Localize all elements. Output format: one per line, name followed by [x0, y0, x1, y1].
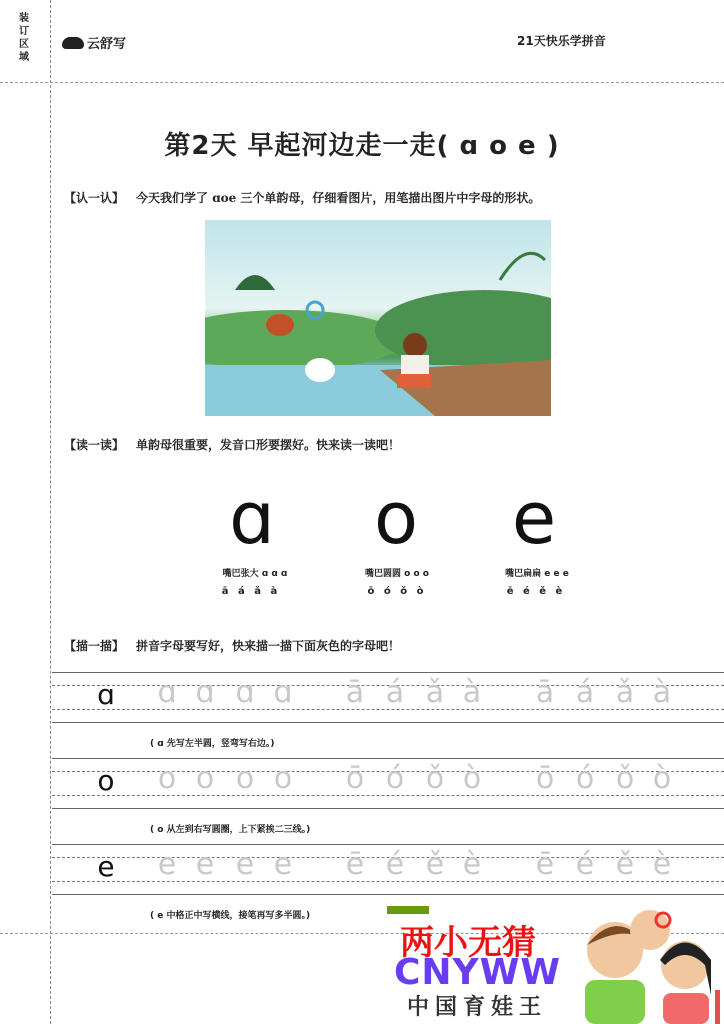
trace-letter[interactable]: o [195, 761, 215, 796]
stroke-hint: ( ɑ 先写左半圆，竖弯写右边。) [150, 739, 275, 749]
trace-letter[interactable]: e [157, 847, 177, 882]
trace-letter[interactable]: è [652, 847, 672, 882]
trace-letter[interactable]: e [195, 847, 215, 882]
mouth-label-e: 嘴巴扁扁 e e e [505, 569, 569, 579]
binding-area-label: 装订区域 [19, 13, 29, 63]
trace-letter[interactable]: e [235, 847, 255, 882]
trace-letter[interactable]: ò [652, 761, 672, 796]
trace-letter[interactable]: ɑ [195, 675, 215, 710]
section-label: 【读一读】 [64, 438, 125, 452]
stroke-hint: ( o 从左到右写圆圈，上下紧挨二三线。) [150, 825, 311, 835]
stroke-hint: ( e 中格正中写横线，接笔再写多半圆。) [150, 911, 311, 921]
big-letter-a: ɑ [229, 476, 275, 560]
writing-line-top [52, 672, 724, 673]
trace-letter[interactable]: ō [345, 761, 365, 796]
section-label: 【认一认】 [64, 191, 125, 205]
trace-letter[interactable]: è [462, 847, 482, 882]
big-letter-o: o [373, 476, 419, 560]
section-label: 【描一描】 [64, 639, 125, 653]
watermark-line3: 中国育娃王 [407, 995, 548, 1020]
trace-letter[interactable]: ē [535, 847, 555, 882]
trace-letter[interactable]: ǒ [425, 761, 445, 796]
page-title: 第2天 早起河边走一走( ɑ o e ) [164, 131, 560, 161]
trace-letter[interactable]: ē [345, 847, 365, 882]
trace-letter[interactable]: ɑ [157, 675, 177, 710]
writing-line-bottom [52, 722, 724, 723]
writing-line-top [52, 844, 724, 845]
section-read [64, 436, 400, 453]
section-recognize [64, 189, 540, 206]
illustration-riverside [205, 220, 551, 416]
trace-letter[interactable]: à [652, 675, 672, 710]
tones-a: ā á ǎ à [221, 586, 281, 597]
header-title: 21天快乐学拼音 [517, 34, 606, 48]
watermark-line2: CNYWW [394, 952, 562, 993]
trace-letter[interactable]: ā [345, 675, 365, 710]
demo-letter: e [97, 850, 115, 883]
trace-letter[interactable]: é [575, 847, 595, 882]
mouth-label-a: 嘴巴张大 ɑ ɑ ɑ [222, 569, 288, 579]
mouth-label-o: 嘴巴圆圆 o o o [365, 569, 429, 579]
trace-letter[interactable]: á [575, 675, 595, 710]
logo-text: 云舒写 [87, 37, 127, 52]
big-letter-e: e [511, 476, 557, 560]
watermark-line1: 两小无猜 [400, 923, 536, 963]
section-text: 拼音字母要写好，快来描一描下面灰色的字母吧！ [136, 639, 401, 653]
family-cartoon-image [575, 905, 724, 1024]
trace-letter[interactable]: á [385, 675, 405, 710]
logo [62, 33, 126, 52]
cloud-icon [62, 37, 84, 49]
section-text: 今天我们学了 ɑoe 三个单韵母，仔细看图片，用笔描出图片中字母的形状。 [136, 191, 541, 205]
trace-letter[interactable]: ō [535, 761, 555, 796]
trace-letter[interactable]: ě [615, 847, 635, 882]
trace-letter[interactable]: o [235, 761, 255, 796]
writing-line-bottom [52, 894, 724, 895]
watermark-bar [387, 906, 429, 914]
header-divider [0, 82, 724, 83]
scene-image [205, 220, 551, 416]
trace-letter[interactable]: ě [425, 847, 445, 882]
tones-o: ō ó ǒ ò [367, 586, 427, 597]
trace-letter[interactable]: à [462, 675, 482, 710]
demo-letter: ɑ [97, 678, 115, 711]
trace-letter[interactable]: o [157, 761, 177, 796]
trace-letter[interactable]: ǒ [615, 761, 635, 796]
writing-line-bottom [52, 808, 724, 809]
trace-letter[interactable]: ó [575, 761, 595, 796]
demo-letter: o [97, 764, 115, 797]
trace-letter[interactable]: ò [462, 761, 482, 796]
trace-letter[interactable]: ɑ [235, 675, 255, 710]
tones-e: ē é ě è [506, 586, 566, 597]
trace-letter[interactable]: ǎ [425, 675, 445, 710]
trace-letter[interactable]: o [273, 761, 293, 796]
trace-letter[interactable]: ó [385, 761, 405, 796]
trace-letter[interactable]: é [385, 847, 405, 882]
trace-letter[interactable]: ǎ [615, 675, 635, 710]
trace-letter[interactable]: ā [535, 675, 555, 710]
trace-letter[interactable]: e [273, 847, 293, 882]
section-trace [64, 637, 400, 654]
writing-line-top [52, 758, 724, 759]
trace-letter[interactable]: ɑ [273, 675, 293, 710]
section-text: 单韵母很重要，发音口形要摆好。快来读一读吧！ [136, 438, 401, 452]
